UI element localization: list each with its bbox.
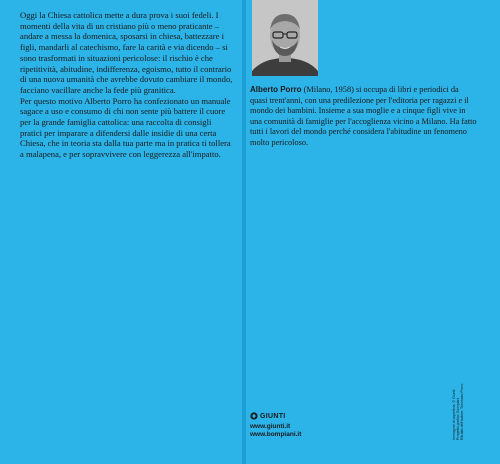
author-bio [250,85,478,148]
author-name: Alberto Porro [250,85,302,94]
giunti-logo-icon [250,412,258,420]
website-giunti[interactable]: www.giunti.it [250,423,291,430]
blurb-paragraph-2: Per questo motivo Alberto Porro ha confezionato un manuale sagace a uso e consumo di chi non sente più battere il cuore per la grande famiglia cattolica: una raccolta di consigli pratici per imparare a difendersi dalle insidie di una certa Chiesa, che in teoria sta dalla tua parte ma in pratica ti tollera a malapena, e per sopravvivere con leggerezza all'impatto. [20,95,231,160]
author-bio-text: (Milano, 1958) si occupa di libri e periodici da quasi trent'anni, con una predilezione per l'editoria per ragazzi e il mondo dei bambini. Insieme a sua moglie e a cinque figli vive in una comunità di famiglie per l'accoglienza vicino a Milano. Ha fatto tutti i lavori del mondo perché considera l'abitudine un fenomeno molto pericoloso. [250,85,477,147]
author-portrait-image [252,0,318,76]
spine-fold [242,0,246,464]
publisher-logo [250,412,301,420]
blurb-panel [20,10,234,160]
author-bio-panel [250,85,478,148]
cover-credits [452,356,465,440]
author-portrait [252,0,318,76]
credit-line: Progetto grafico: Bompiani [456,397,461,440]
website-bompiani[interactable]: www.bompiani.it [250,431,302,438]
blurb-paragraph-1: Oggi la Chiesa cattolica mette a dura prova i suoi fedeli. I momenti della vita di un cristiano più o meno praticante – andare a messa la domenica, sposarsi in chiesa, battezzare i figli, mandarli al catechismo, fare la carità e via dicendo – si sono trasformati in situazioni pericolose: il rischio è che ripetitività, abitudine, indifferenza, egoismo, tutto il contrario di una nuova umanità che avrebbe dovuto cambiare il mondo, facciano vacillare anche la fede più granitica. [20,10,233,95]
credit-line: Immagine di copertina: © Giunti [452,389,456,440]
publisher-block [250,412,301,439]
credit-line: Ritratto dell'autore: Tommaso Porro [460,383,465,440]
publisher-logo-text: GIUNTI [260,412,286,420]
